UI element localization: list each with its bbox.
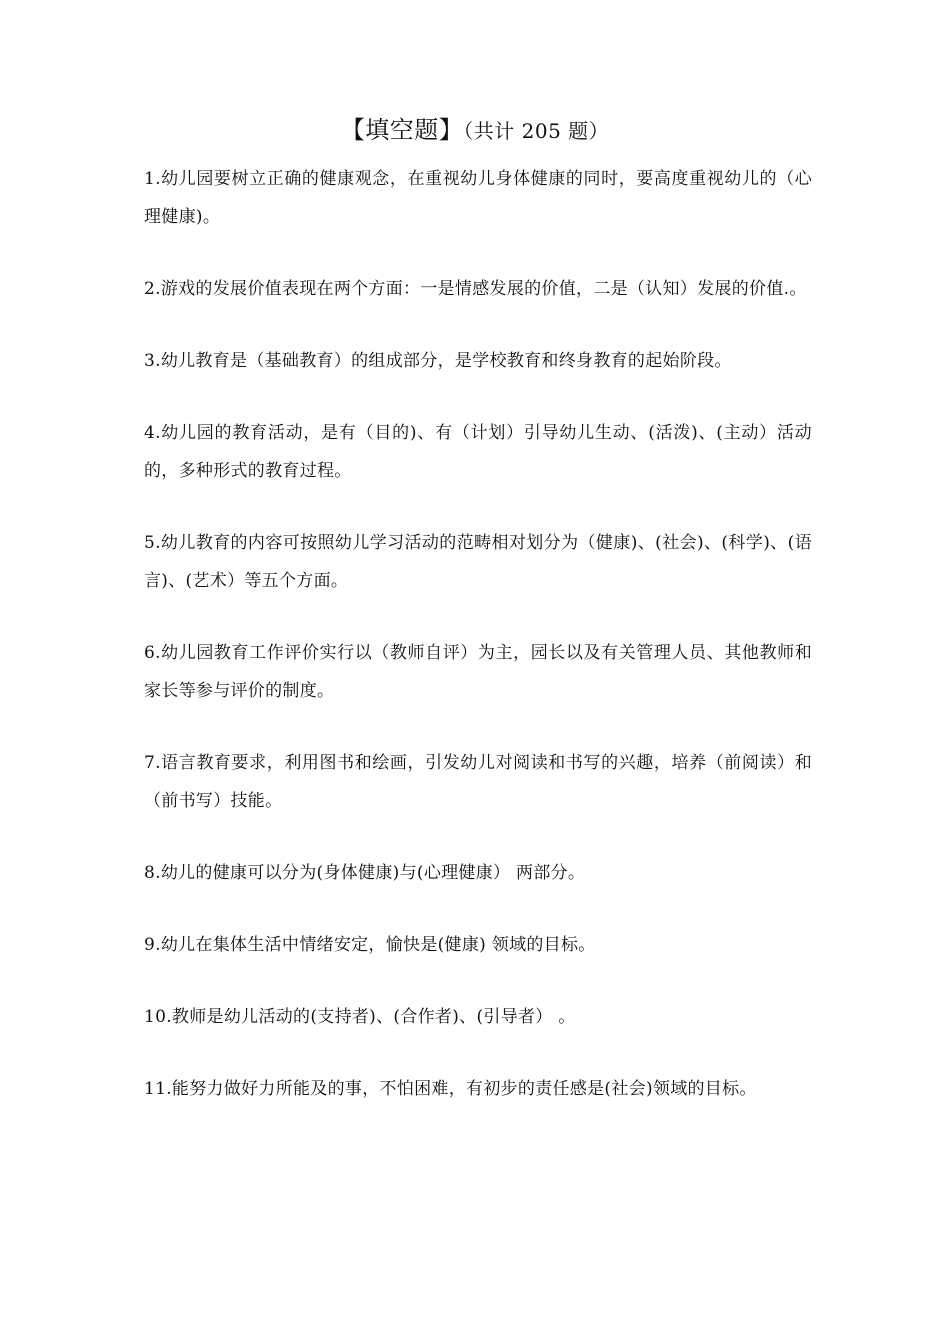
title-main: 【填空题】 xyxy=(340,116,464,144)
page-title xyxy=(0,110,950,145)
question-item: 3.幼儿教育是（基础教育）的组成部分，是学校教育和终身教育的起始阶段。 xyxy=(144,351,732,371)
question-item: 10.教师是幼儿活动的(支持者)、(合作者)、(引导者） 。 xyxy=(144,1007,576,1027)
question-item: 7.语言教育要求，利用图书和绘画，引发幼儿对阅读和书写的兴趣，培养（前阅读）和（前书写）技能。 xyxy=(144,753,812,811)
question-item: 8.幼儿的健康可以分为(身体健康)与(心理健康） 两部分。 xyxy=(144,863,586,883)
question-item: 6.幼儿园教育工作评价实行以（教师自评）为主，园长以及有关管理人员、其他教师和家长等参与评价的制度。 xyxy=(144,643,812,701)
title-sub: （共计 205 题） xyxy=(463,119,610,143)
question-item: 11.能努力做好力所能及的事，不怕困难，有初步的责任感是(社会)领域的目标。 xyxy=(144,1079,757,1099)
question-item: 9.幼儿在集体生活中情绪安定，愉快是(健康) 领域的目标。 xyxy=(144,935,596,955)
question-item: 5.幼儿教育的内容可按照幼儿学习活动的范畴相对划分为（健康)、(社会)、(科学)、(语言)、(艺术）等五个方面。 xyxy=(144,533,812,591)
question-item: 4.幼儿园的教育活动，是有（目的)、有（计划）引导幼儿生动、(活泼)、(主动）活动的，多种形式的教育过程。 xyxy=(144,423,812,481)
question-item: 1.幼儿园要树立正确的健康观念，在重视幼儿身体健康的同时，要高度重视幼儿的（心理健康)。 xyxy=(144,169,812,227)
question-list xyxy=(144,160,812,1108)
question-item: 2.游戏的发展价值表现在两个方面：一是情感发展的价值，二是（认知）发展的价值.。 xyxy=(144,279,807,299)
